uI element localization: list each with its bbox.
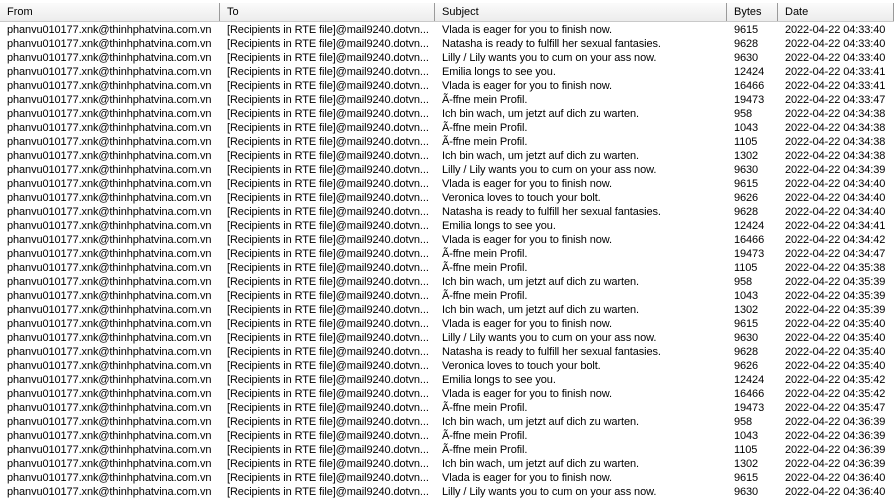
cell-date: 2022-04-22 04:35:40 <box>785 332 886 344</box>
cell-subject: Natasha is ready to fulfill her sexual fantasies. <box>442 38 661 50</box>
cell-subject: Lilly / Lily wants you to cum on your ass now. <box>442 332 657 344</box>
cell-to: [Recipients in RTE file]@mail9240.dotvn... <box>227 66 429 78</box>
cell-subject: Vlada is eager for you to finish now. <box>442 318 612 330</box>
table-row[interactable] <box>0 373 894 387</box>
cell-date: 2022-04-22 04:35:38 <box>785 262 886 274</box>
cell-from: phanvu010177.xnk@thinhphatvina.com.vn <box>7 80 212 92</box>
cell-from: phanvu010177.xnk@thinhphatvina.com.vn <box>7 486 212 498</box>
cell-date: 2022-04-22 04:35:39 <box>785 276 886 288</box>
cell-to: [Recipients in RTE file]@mail9240.dotvn... <box>227 52 429 64</box>
table-row[interactable] <box>0 331 894 345</box>
cell-from: phanvu010177.xnk@thinhphatvina.com.vn <box>7 234 212 246</box>
table-row[interactable] <box>0 65 894 79</box>
cell-date: 2022-04-22 04:35:39 <box>785 304 886 316</box>
cell-bytes: 12424 <box>734 66 765 78</box>
cell-bytes: 16466 <box>734 388 765 400</box>
cell-bytes: 9628 <box>734 38 759 50</box>
cell-subject: Ã-ffne mein Profil. <box>442 290 528 302</box>
table-row[interactable] <box>0 261 894 275</box>
cell-from: phanvu010177.xnk@thinhphatvina.com.vn <box>7 136 212 148</box>
table-row[interactable] <box>0 401 894 415</box>
cell-date: 2022-04-22 04:36:40 <box>785 486 886 498</box>
cell-bytes: 9628 <box>734 346 759 358</box>
cell-to: [Recipients in RTE file]@mail9240.dotvn... <box>227 164 429 176</box>
cell-to: [Recipients in RTE file]@mail9240.dotvn... <box>227 346 429 358</box>
cell-from: phanvu010177.xnk@thinhphatvina.com.vn <box>7 262 212 274</box>
cell-subject: Ã-ffne mein Profil. <box>442 94 528 106</box>
table-row[interactable] <box>0 387 894 401</box>
table-row[interactable] <box>0 149 894 163</box>
cell-bytes: 9630 <box>734 332 759 344</box>
cell-date: 2022-04-22 04:33:47 <box>785 94 886 106</box>
cell-subject: Ã-ffne mein Profil. <box>442 136 528 148</box>
table-row[interactable] <box>0 93 894 107</box>
cell-date: 2022-04-22 04:36:39 <box>785 444 886 456</box>
cell-from: phanvu010177.xnk@thinhphatvina.com.vn <box>7 346 212 358</box>
table-row[interactable] <box>0 219 894 233</box>
cell-bytes: 1105 <box>734 262 758 274</box>
cell-date: 2022-04-22 04:35:40 <box>785 346 886 358</box>
column-header-bar <box>0 3 894 22</box>
cell-subject: Ich bin wach, um jetzt auf dich zu warten. <box>442 108 639 120</box>
cell-bytes: 19473 <box>734 248 765 260</box>
cell-subject: Natasha is ready to fulfill her sexual fantasies. <box>442 206 661 218</box>
table-row[interactable] <box>0 317 894 331</box>
cell-subject: Emilia longs to see you. <box>442 66 556 78</box>
cell-to: [Recipients in RTE file]@mail9240.dotvn... <box>227 206 429 218</box>
cell-from: phanvu010177.xnk@thinhphatvina.com.vn <box>7 248 212 260</box>
cell-bytes: 19473 <box>734 402 765 414</box>
cell-to: [Recipients in RTE file]@mail9240.dotvn... <box>227 150 429 162</box>
cell-from: phanvu010177.xnk@thinhphatvina.com.vn <box>7 52 212 64</box>
table-row[interactable] <box>0 177 894 191</box>
cell-date: 2022-04-22 04:35:42 <box>785 388 886 400</box>
cell-bytes: 958 <box>734 416 753 428</box>
cell-subject: Ich bin wach, um jetzt auf dich zu warten. <box>442 304 639 316</box>
cell-bytes: 9626 <box>734 360 759 372</box>
cell-subject: Ã-ffne mein Profil. <box>442 402 528 414</box>
cell-to: [Recipients in RTE file]@mail9240.dotvn... <box>227 388 429 400</box>
cell-from: phanvu010177.xnk@thinhphatvina.com.vn <box>7 24 212 36</box>
table-row[interactable] <box>0 121 894 135</box>
cell-subject: Vlada is eager for you to finish now. <box>442 388 612 400</box>
cell-date: 2022-04-22 04:35:47 <box>785 402 886 414</box>
cell-from: phanvu010177.xnk@thinhphatvina.com.vn <box>7 220 212 232</box>
cell-date: 2022-04-22 04:34:40 <box>785 206 886 218</box>
cell-bytes: 16466 <box>734 234 765 246</box>
cell-bytes: 1043 <box>734 122 759 134</box>
cell-bytes: 9626 <box>734 192 759 204</box>
cell-date: 2022-04-22 04:34:47 <box>785 248 886 260</box>
cell-subject: Emilia longs to see you. <box>442 374 556 386</box>
cell-from: phanvu010177.xnk@thinhphatvina.com.vn <box>7 444 212 456</box>
table-row[interactable] <box>0 289 894 303</box>
cell-to: [Recipients in RTE file]@mail9240.dotvn... <box>227 290 429 302</box>
cell-to: [Recipients in RTE file]@mail9240.dotvn... <box>227 192 429 204</box>
cell-bytes: 958 <box>734 108 753 120</box>
cell-bytes: 9630 <box>734 164 759 176</box>
cell-bytes: 9615 <box>734 472 759 484</box>
column-header-from[interactable]: From <box>0 3 220 21</box>
cell-subject: Ich bin wach, um jetzt auf dich zu warten. <box>442 276 639 288</box>
cell-to: [Recipients in RTE file]@mail9240.dotvn... <box>227 430 429 442</box>
cell-to: [Recipients in RTE file]@mail9240.dotvn... <box>227 80 429 92</box>
table-row[interactable] <box>0 303 894 317</box>
cell-subject: Vlada is eager for you to finish now. <box>442 178 612 190</box>
cell-subject: Vlada is eager for you to finish now. <box>442 80 612 92</box>
cell-subject: Ã-ffne mein Profil. <box>442 248 528 260</box>
table-row[interactable] <box>0 191 894 205</box>
cell-date: 2022-04-22 04:36:40 <box>785 472 886 484</box>
cell-subject: Natasha is ready to fulfill her sexual fantasies. <box>442 346 661 358</box>
table-row[interactable] <box>0 135 894 149</box>
table-row[interactable] <box>0 23 894 37</box>
cell-to: [Recipients in RTE file]@mail9240.dotvn... <box>227 486 429 498</box>
message-rows <box>0 23 894 499</box>
table-row[interactable] <box>0 457 894 471</box>
table-row[interactable] <box>0 485 894 499</box>
cell-bytes: 12424 <box>734 374 765 386</box>
cell-to: [Recipients in RTE file]@mail9240.dotvn... <box>227 304 429 316</box>
cell-from: phanvu010177.xnk@thinhphatvina.com.vn <box>7 402 212 414</box>
cell-from: phanvu010177.xnk@thinhphatvina.com.vn <box>7 360 212 372</box>
cell-date: 2022-04-22 04:34:40 <box>785 178 886 190</box>
cell-from: phanvu010177.xnk@thinhphatvina.com.vn <box>7 388 212 400</box>
cell-subject: Vlada is eager for you to finish now. <box>442 24 612 36</box>
cell-date: 2022-04-22 04:35:40 <box>785 360 886 372</box>
cell-from: phanvu010177.xnk@thinhphatvina.com.vn <box>7 416 212 428</box>
cell-from: phanvu010177.xnk@thinhphatvina.com.vn <box>7 276 212 288</box>
cell-bytes: 9615 <box>734 24 759 36</box>
cell-subject: Ã-ffne mein Profil. <box>442 262 528 274</box>
cell-date: 2022-04-22 04:34:38 <box>785 108 886 120</box>
cell-subject: Lilly / Lily wants you to cum on your ass now. <box>442 52 657 64</box>
cell-to: [Recipients in RTE file]@mail9240.dotvn... <box>227 136 429 148</box>
cell-subject: Lilly / Lily wants you to cum on your ass now. <box>442 486 657 498</box>
table-row[interactable] <box>0 471 894 485</box>
cell-from: phanvu010177.xnk@thinhphatvina.com.vn <box>7 38 212 50</box>
cell-from: phanvu010177.xnk@thinhphatvina.com.vn <box>7 164 212 176</box>
cell-date: 2022-04-22 04:35:39 <box>785 290 886 302</box>
cell-to: [Recipients in RTE file]@mail9240.dotvn... <box>227 108 429 120</box>
column-header-subject[interactable]: Subject <box>435 3 727 21</box>
cell-to: [Recipients in RTE file]@mail9240.dotvn... <box>227 374 429 386</box>
cell-to: [Recipients in RTE file]@mail9240.dotvn... <box>227 472 429 484</box>
cell-subject: Ich bin wach, um jetzt auf dich zu warten. <box>442 150 639 162</box>
cell-from: phanvu010177.xnk@thinhphatvina.com.vn <box>7 290 212 302</box>
table-row[interactable] <box>0 205 894 219</box>
table-row[interactable] <box>0 415 894 429</box>
column-header-bytes[interactable]: Bytes <box>727 3 778 21</box>
table-row[interactable] <box>0 359 894 373</box>
cell-bytes: 1302 <box>734 304 759 316</box>
cell-to: [Recipients in RTE file]@mail9240.dotvn... <box>227 234 429 246</box>
cell-date: 2022-04-22 04:34:40 <box>785 192 886 204</box>
cell-to: [Recipients in RTE file]@mail9240.dotvn... <box>227 276 429 288</box>
cell-date: 2022-04-22 04:34:42 <box>785 234 886 246</box>
cell-subject: Veronica loves to touch your bolt. <box>442 192 601 204</box>
cell-bytes: 9630 <box>734 486 759 498</box>
cell-from: phanvu010177.xnk@thinhphatvina.com.vn <box>7 178 212 190</box>
cell-bytes: 12424 <box>734 220 765 232</box>
cell-date: 2022-04-22 04:35:40 <box>785 318 886 330</box>
cell-to: [Recipients in RTE file]@mail9240.dotvn... <box>227 262 429 274</box>
cell-subject: Vlada is eager for you to finish now. <box>442 472 612 484</box>
table-row[interactable] <box>0 163 894 177</box>
table-row[interactable] <box>0 233 894 247</box>
table-row[interactable] <box>0 275 894 289</box>
cell-to: [Recipients in RTE file]@mail9240.dotvn... <box>227 178 429 190</box>
cell-date: 2022-04-22 04:34:39 <box>785 164 886 176</box>
table-row[interactable] <box>0 247 894 261</box>
cell-from: phanvu010177.xnk@thinhphatvina.com.vn <box>7 430 212 442</box>
cell-to: [Recipients in RTE file]@mail9240.dotvn... <box>227 24 429 36</box>
cell-from: phanvu010177.xnk@thinhphatvina.com.vn <box>7 472 212 484</box>
cell-date: 2022-04-22 04:33:40 <box>785 38 886 50</box>
cell-date: 2022-04-22 04:33:41 <box>785 80 886 92</box>
table-row[interactable] <box>0 37 894 51</box>
cell-bytes: 1105 <box>734 136 758 148</box>
cell-from: phanvu010177.xnk@thinhphatvina.com.vn <box>7 332 212 344</box>
cell-from: phanvu010177.xnk@thinhphatvina.com.vn <box>7 108 212 120</box>
cell-bytes: 16466 <box>734 80 765 92</box>
cell-to: [Recipients in RTE file]@mail9240.dotvn... <box>227 38 429 50</box>
cell-subject: Ã-ffne mein Profil. <box>442 430 528 442</box>
cell-to: [Recipients in RTE file]@mail9240.dotvn... <box>227 416 429 428</box>
cell-bytes: 1302 <box>734 150 759 162</box>
cell-date: 2022-04-22 04:33:40 <box>785 52 886 64</box>
cell-subject: Veronica loves to touch your bolt. <box>442 360 601 372</box>
cell-from: phanvu010177.xnk@thinhphatvina.com.vn <box>7 66 212 78</box>
column-header-to[interactable]: To <box>220 3 435 21</box>
cell-date: 2022-04-22 04:34:38 <box>785 136 886 148</box>
cell-to: [Recipients in RTE file]@mail9240.dotvn... <box>227 332 429 344</box>
table-row[interactable] <box>0 345 894 359</box>
cell-date: 2022-04-22 04:34:38 <box>785 122 886 134</box>
cell-subject: Ich bin wach, um jetzt auf dich zu warten. <box>442 416 639 428</box>
cell-from: phanvu010177.xnk@thinhphatvina.com.vn <box>7 150 212 162</box>
cell-subject: Vlada is eager for you to finish now. <box>442 234 612 246</box>
cell-date: 2022-04-22 04:36:39 <box>785 458 886 470</box>
cell-date: 2022-04-22 04:33:40 <box>785 24 886 36</box>
cell-from: phanvu010177.xnk@thinhphatvina.com.vn <box>7 192 212 204</box>
cell-date: 2022-04-22 04:36:39 <box>785 416 886 428</box>
cell-date: 2022-04-22 04:36:39 <box>785 430 886 442</box>
cell-bytes: 1105 <box>734 444 758 456</box>
cell-bytes: 9615 <box>734 318 759 330</box>
cell-bytes: 9628 <box>734 206 759 218</box>
cell-from: phanvu010177.xnk@thinhphatvina.com.vn <box>7 206 212 218</box>
cell-bytes: 19473 <box>734 94 765 106</box>
cell-to: [Recipients in RTE file]@mail9240.dotvn... <box>227 360 429 372</box>
cell-to: [Recipients in RTE file]@mail9240.dotvn... <box>227 444 429 456</box>
table-row[interactable] <box>0 107 894 121</box>
cell-subject: Lilly / Lily wants you to cum on your ass now. <box>442 164 657 176</box>
cell-bytes: 1043 <box>734 290 759 302</box>
cell-bytes: 1302 <box>734 458 759 470</box>
cell-from: phanvu010177.xnk@thinhphatvina.com.vn <box>7 318 212 330</box>
cell-to: [Recipients in RTE file]@mail9240.dotvn... <box>227 94 429 106</box>
cell-to: [Recipients in RTE file]@mail9240.dotvn... <box>227 122 429 134</box>
cell-to: [Recipients in RTE file]@mail9240.dotvn... <box>227 248 429 260</box>
cell-subject: Ã-ffne mein Profil. <box>442 444 528 456</box>
table-row[interactable] <box>0 79 894 93</box>
cell-to: [Recipients in RTE file]@mail9240.dotvn... <box>227 220 429 232</box>
cell-from: phanvu010177.xnk@thinhphatvina.com.vn <box>7 122 212 134</box>
cell-subject: Ã-ffne mein Profil. <box>442 122 528 134</box>
cell-to: [Recipients in RTE file]@mail9240.dotvn... <box>227 458 429 470</box>
cell-from: phanvu010177.xnk@thinhphatvina.com.vn <box>7 304 212 316</box>
cell-bytes: 958 <box>734 276 753 288</box>
table-row[interactable] <box>0 51 894 65</box>
column-header-date[interactable]: Date <box>778 3 894 21</box>
cell-from: phanvu010177.xnk@thinhphatvina.com.vn <box>7 458 212 470</box>
cell-date: 2022-04-22 04:35:42 <box>785 374 886 386</box>
table-row[interactable] <box>0 429 894 443</box>
cell-from: phanvu010177.xnk@thinhphatvina.com.vn <box>7 94 212 106</box>
cell-subject: Emilia longs to see you. <box>442 220 556 232</box>
cell-bytes: 9630 <box>734 52 759 64</box>
cell-to: [Recipients in RTE file]@mail9240.dotvn... <box>227 402 429 414</box>
cell-date: 2022-04-22 04:34:41 <box>785 220 886 232</box>
cell-bytes: 1043 <box>734 430 759 442</box>
cell-subject: Ich bin wach, um jetzt auf dich zu warten. <box>442 458 639 470</box>
table-row[interactable] <box>0 443 894 457</box>
cell-from: phanvu010177.xnk@thinhphatvina.com.vn <box>7 374 212 386</box>
cell-date: 2022-04-22 04:33:41 <box>785 66 886 78</box>
cell-to: [Recipients in RTE file]@mail9240.dotvn... <box>227 318 429 330</box>
cell-date: 2022-04-22 04:34:38 <box>785 150 886 162</box>
cell-bytes: 9615 <box>734 178 759 190</box>
